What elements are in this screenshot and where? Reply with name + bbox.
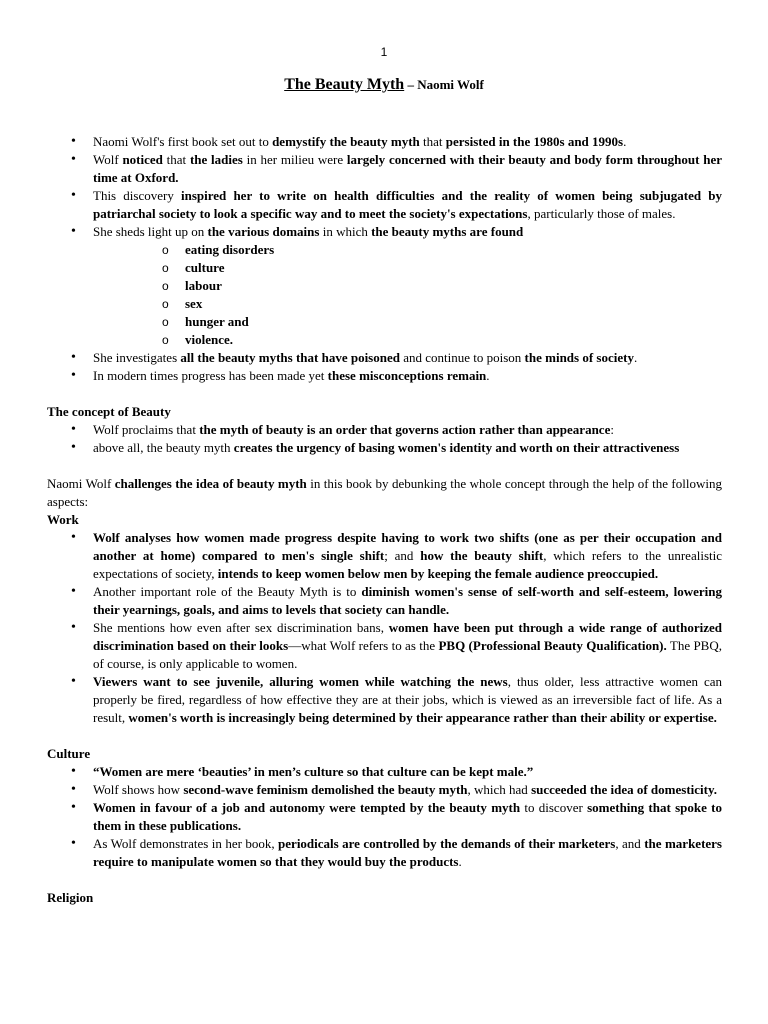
list-item: • In modern times progress has been made yet these misconceptions remain. bbox=[47, 367, 722, 385]
culture-list bbox=[47, 763, 722, 871]
list-item: • Wolf shows how second-wave feminism demolished the beauty myth, which had succeeded the idea of domesticity. bbox=[47, 781, 722, 799]
list-item: • This discovery inspired her to write on health difficulties and the reality of women being subjugated by patriarchal society to look a specific way and to meet the society's expectations, particularly those of males. bbox=[47, 187, 722, 223]
list-item: • Naomi Wolf's first book set out to demystify the beauty myth that persisted in the 1980s and 1990s. bbox=[47, 133, 722, 151]
list-item-text: She sheds light up on the various domains in which the beauty myths are found bbox=[93, 224, 524, 239]
section-heading-religion: Religion bbox=[47, 890, 94, 905]
sublist-item: o eating disorders bbox=[93, 241, 722, 259]
concept-list bbox=[47, 421, 722, 457]
title-separator: – bbox=[404, 77, 418, 92]
sublist-item: o hunger and bbox=[93, 313, 722, 331]
section-heading-culture: Culture bbox=[47, 746, 91, 761]
sublist-item: o sex bbox=[93, 295, 722, 313]
challenge-paragraph: Naomi Wolf challenges the idea of beauty myth in this book by debunking the whole concept through the help of the following aspects: bbox=[47, 476, 722, 509]
list-item: • Women in favour of a job and autonomy were tempted by the beauty myth to discover something that spoke to them in these publications. bbox=[47, 799, 722, 835]
list-item: • Viewers want to see juvenile, alluring women while watching the news, thus older, less attractive women can properly be fired, regardless of how effective they are at their jobs, which is viewed as an irreversible fact of life. As a result, women's worth is increasingly being determined by their appearance rather than their ability or expertise. bbox=[47, 673, 722, 727]
sublist-item: o violence. bbox=[93, 331, 722, 349]
list-item: • “Women are mere ‘beauties’ in men’s culture so that culture can be kept male.” bbox=[47, 763, 722, 781]
work-list bbox=[47, 529, 722, 727]
sublist-item: o culture bbox=[93, 259, 722, 277]
intro-list bbox=[47, 133, 722, 385]
sublist-item: o labour bbox=[93, 277, 722, 295]
list-item: • She investigates all the beauty myths that have poisoned and continue to poison the minds of society. bbox=[47, 349, 722, 367]
section-heading-concept: The concept of Beauty bbox=[47, 404, 171, 419]
section-heading-work: Work bbox=[47, 512, 79, 527]
title-author: Naomi Wolf bbox=[417, 77, 484, 92]
list-item: • above all, the beauty myth creates the urgency of basing women's identity and worth on their attractiveness bbox=[47, 439, 722, 457]
document-body bbox=[47, 133, 722, 907]
title-main: The Beauty Myth bbox=[284, 76, 405, 93]
list-item: • She mentions how even after sex discrimination bans, women have been put through a wide range of authorized discrimination based on their looks—what Wolf refers to as the PBQ (Professional Beauty Qualification). The PBQ, of course, is only applicable to women. bbox=[47, 619, 722, 673]
document-title bbox=[0, 76, 768, 94]
list-item: • Another important role of the Beauty Myth is to diminish women's sense of self-worth and self-esteem, lowering their yearnings, goals, and aims to levels that society can handle. bbox=[47, 583, 722, 619]
domains-sublist bbox=[93, 241, 722, 349]
list-item: • As Wolf demonstrates in her book, periodicals are controlled by the demands of their marketers, and the marketers require to manipulate women so that they would buy the products. bbox=[47, 835, 722, 871]
list-item bbox=[47, 223, 722, 349]
list-item: • Wolf noticed that the ladies in her milieu were largely concerned with their beauty and body form throughout her time at Oxford. bbox=[47, 151, 722, 187]
page-number: 1 bbox=[380, 45, 388, 59]
list-item: • Wolf analyses how women made progress despite having to work two shifts (one as per their occupation and another at home) compared to men's single shift; and how the beauty shift, which refers to the unrealistic expectations of society, intends to keep women below men by keeping the female audience preoccupied. bbox=[47, 529, 722, 583]
list-item: • Wolf proclaims that the myth of beauty is an order that governs action rather than appearance: bbox=[47, 421, 722, 439]
